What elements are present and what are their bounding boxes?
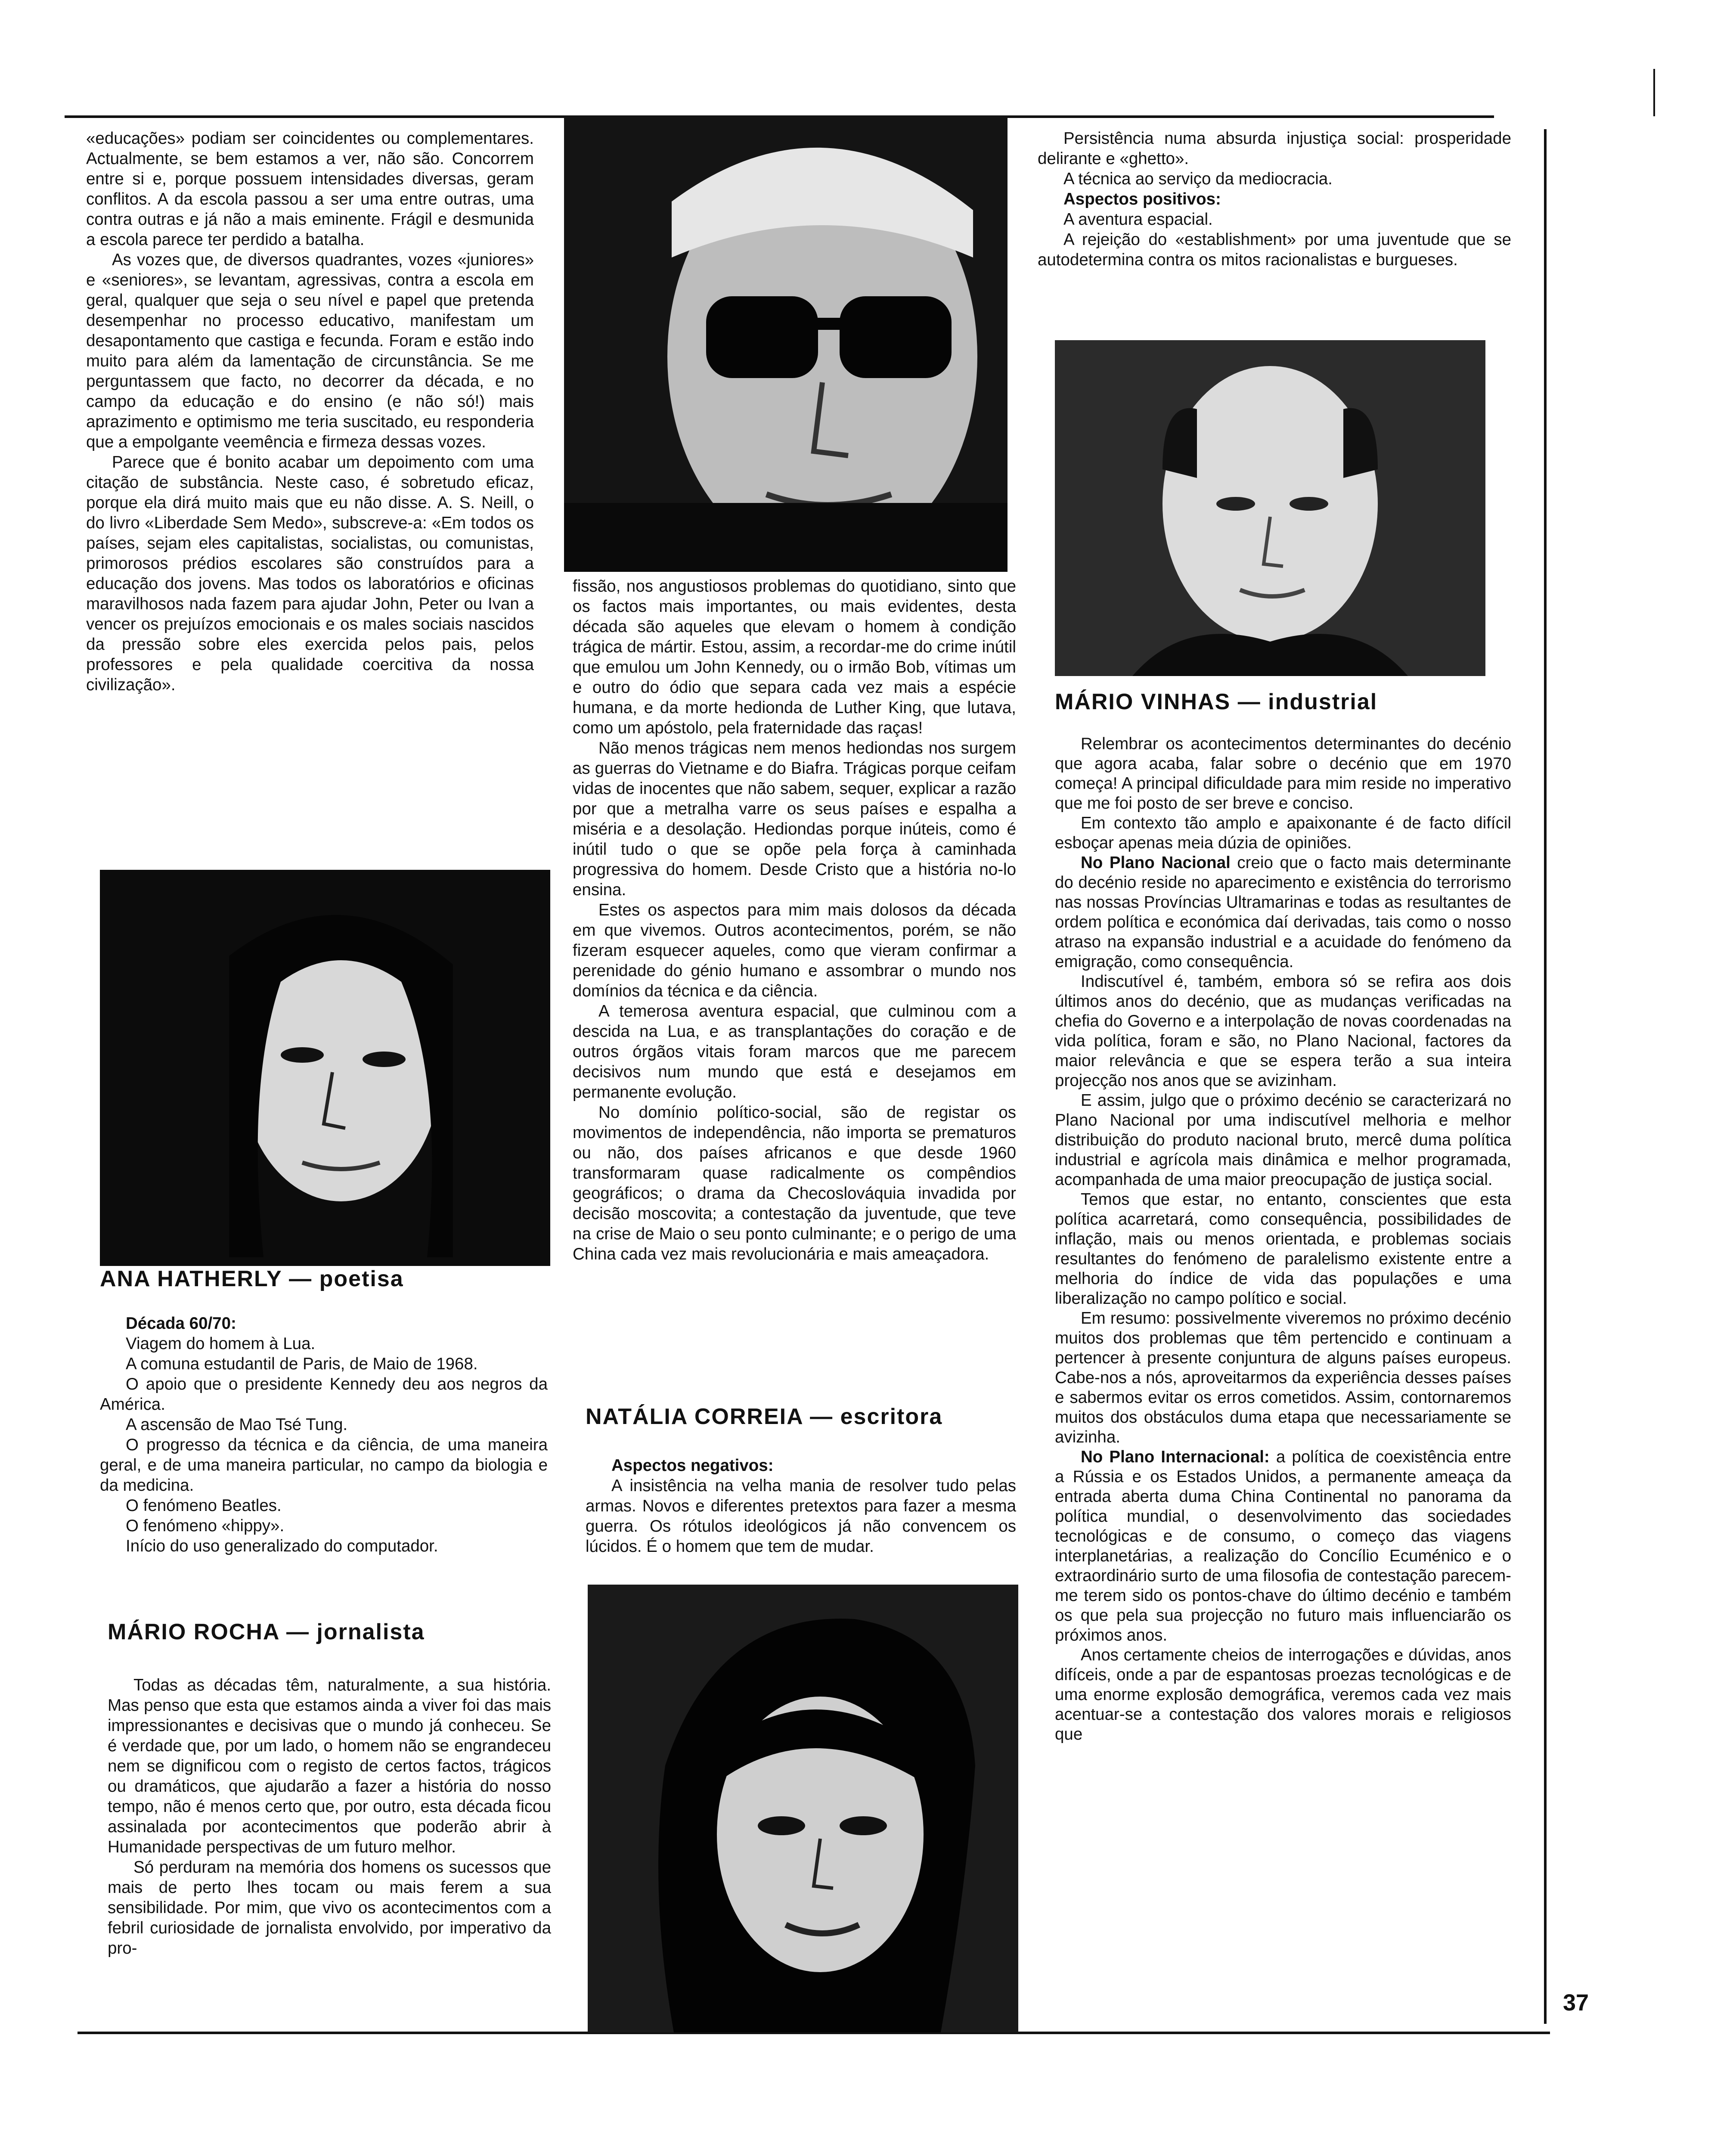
col2-paragraph: Estes os aspectos para mim mais dolosos da década em que vivemos. Outros acontecimentos, porém, se não fizeram esquecer aqueles, como que vieram confirmar a perenidade do génio humano e assombrar o mundo nos domínios da técnica e da ciência.: [573, 901, 1016, 1000]
natalia-line: Persistência numa absurda injustiça social: prosperidade delirante e «ghetto».: [1038, 129, 1511, 168]
vinhas-paragraph: [1055, 1447, 1511, 1645]
rocha-text: [108, 1675, 551, 1958]
vinhas-paragraph: Relembrar os acontecimentos determinantes do decénio que agora acaba, falar sobre o decénio que em 1970 começa! A principal dificuldade para mim reside no imperativo que me foi posto de ser breve e conciso.: [1055, 735, 1511, 813]
rocha-paragraph: Todas as décadas têm, naturalmente, a sua história. Mas penso que esta que estamos ainda a viver foi das mais impressionantes e decisivas que o mundo já conheceu. Se é verdade que, por um lado, o homem não se engrandeceu nem se dignificou com o registo de certos factos, trágicos ou dramáticos, que ajudarão a fazer a história do nosso tempo, não é menos certo que, por outro, esta década ficou assinalada por acontecimentos que poderão abrir à Humanidade perspectivas de um futuro melhor.: [108, 1676, 551, 1856]
ana-item: Início do uso generalizado do computador.: [126, 1537, 438, 1555]
vinhas-paragraph: Anos certamente cheios de interrogações e dúvidas, anos difíceis, onde a par de espantosas proezas tecnológicas e de uma enorme explosão demográfica, veremos cada vez mais acentuar-se a contestação dos valores morais e religiosos que: [1055, 1646, 1511, 1743]
photo-natalia-correia: [588, 1585, 1018, 2032]
natalia-role: escritora: [840, 1404, 943, 1429]
intro-paragraph: Parece que é bonito acabar um depoimento com uma citação de substância. Neste caso, é sobretudo eficaz, porque ela dirá muito mais que eu não disse. A. S. Neill, o do livro «Liberdade Sem Medo», subscreve-a: «Em todos os países, sejam eles capitalistas, socialistas, ou comunistas, primorosos prédios escolares são construídos para a educação dos jovens. Mas todos os laboratórios e oficinas maravilhosos nada fazem para ajudar John, Peter ou Ivan a vencer os prejuízos emocionais e os males sociais nascidos da pressão sobre eles exercida pelos pais, pelos professores e pela qualidade coercitiva da nossa civilização».: [86, 453, 534, 694]
vinhas-paragraph: Temos que estar, no entanto, conscientes que esta política acarretará, como consequência, possibilidades de inflação, mais ou menos orientada, e problemas sociais resultantes do fenómeno de paralelismo existente entre a melhoria do índice de vida das populações e uma liberalização no campo político e social.: [1055, 1190, 1511, 1308]
ana-name: ANA HATHERLY: [100, 1266, 282, 1291]
vinhas-paragraph: Indiscutível é, também, embora só se refira aos dois últimos anos do decénio, que as mudanças verificadas na chefia do Governo e a interpolação de novas coordenadas na vida política, foram e são, no Plano Nacional, factores da maior relevância e que se espera terão a sua inteira projecção nos anos que se avizinham.: [1055, 972, 1511, 1090]
vinhas-paragraph: Em resumo: possivelmente viveremos no próximo decénio muitos dos problemas que têm pertencido e continuam a pertencer à presente conjuntura de alguns países europeus. Cabe-nos a nós, aproveitarmos da experiência desses países e sabermos evitar os erros cometidos. Assim, contornaremos muitos dos obstáculos duma etapa que necessariamente se avizinha.: [1055, 1309, 1511, 1446]
col2-paragraph: A temerosa aventura espacial, que culminou com a descida na Lua, e as transplantações do coração e de outros órgãos vitais foram marcos que me parecem decisivos num mundo que está e desejamos em permanente evolução.: [573, 1002, 1016, 1101]
col2-paragraph: fissão, nos angustiosos problemas do quotidiano, sinto que os factos mais importantes, ou mais evidentes, desta década são aqueles que elevam o homem à condição trágica de mártir. Estou, assim, a recordar-me do crime inútil que emulou um John Kennedy, ou o irmão Bob, vítimas um e outro do ódio que separa cada vez mais a espécie humana, e da morte hedionda de Luther King, que lutava, como um apóstolo, pela fraternidade das raças!: [573, 577, 1016, 737]
vinhas-paragraph: Em contexto tão amplo e apaixonante é de facto difícil esboçar apenas meia dúzia de opiniões.: [1055, 814, 1511, 852]
natalia-neg-paragraph: A insistência na velha mania de resolver tudo pelas armas. Novos e diferentes pretextos para fazer a mesma guerra. Os rótulos ideológicos já não convencem os lúcidos. É o homem que tem de mudar.: [586, 1477, 1016, 1556]
rocha-paragraph: Só perduram na memória dos homens os sucessos que mais de perto lhes tocam ou mais ferem a sua sensibilidade. Por mim, que vivo os acontecimentos com a febril curiosidade de jornalista envolvido, por imperativo da pro-: [108, 1858, 551, 1958]
vinhas-paragraph: E assim, julgo que o próximo decénio se caracterizará no Plano Nacional por uma indiscutível melhoria e melhor distribuição do produto nacional bruto, mercê duma política industrial e agrícola mais dinâmica e melhor programada, acompanhada de uma maior preocupação de justiça social.: [1055, 1091, 1511, 1189]
portrait-woman-icon: [100, 870, 550, 1266]
rocha-heading: MÁRIO ROCHA — jornalista: [108, 1619, 425, 1644]
ana-item: O fenómeno Beatles.: [126, 1496, 282, 1515]
ana-heading: ANA HATHERLY — poetisa: [100, 1266, 404, 1291]
ana-item: O apoio que o presidente Kennedy deu aos negros da América.: [100, 1375, 548, 1414]
portrait-man-glasses-icon: [564, 115, 1008, 572]
col2-paragraph: Não menos trágicas nem menos hediondas nos surgem as guerras do Vietname e do Biafra. Trágicas porque ceifam vidas de inocentes que não sabem, sequer, explicar a razão por que a metralha varre os seus países e espalha a miséria e a desolação. Hediondas porque inúteis, como é inútil tudo o que se opõe pela força à caminhada progressiva do homem. Desde Cristo que a história no-lo ensina.: [573, 739, 1016, 899]
natalia-col3-text: [1038, 128, 1511, 270]
ana-item: O fenómeno «hippy».: [126, 1517, 285, 1535]
col2-paragraph: No domínio político-social, são de registar os movimentos de independência, não importa se prematuros ou não, dos países africanos e que desde 1960 transformaram quase radicalmente os compêndios geográficos; o drama da Checoslováquia invadida por decisão moscovita; a contestação da juventude, que teve na crise de Maio o seu ponto culminante; e o perigo de uma China cada vez mais revolucionária e mais ameaçadora.: [573, 1103, 1016, 1263]
vinhas-name: MÁRIO VINHAS: [1055, 689, 1231, 714]
photo-mario-rocha: [564, 115, 1008, 572]
vinhas-nacional-text: creio que o facto mais determinante do decénio reside no aparecimento e existência do terrorismo nas nossas Províncias Ultramarinas e todas as resultantes de ordem política e económica daí derivadas, tais como o nosso atraso na expansão industrial e a acuidade do fenómeno da emigração, como consequência.: [1055, 853, 1511, 971]
vinhas-role: industrial: [1268, 689, 1378, 714]
natalia-name: NATÁLIA CORREIA: [586, 1404, 803, 1429]
natalia-heading: NATÁLIA CORREIA — escritora: [586, 1404, 943, 1429]
page-number: 37: [1563, 1990, 1589, 2016]
column-2-text: [573, 576, 1016, 1264]
crop-mark: [1653, 69, 1655, 116]
rocha-role: jornalista: [316, 1619, 425, 1644]
ana-item: Viagem do homem à Lua.: [126, 1334, 316, 1353]
portrait-man-bald-icon: [1055, 340, 1485, 676]
vinhas-heading: MÁRIO VINHAS — industrial: [1055, 689, 1378, 714]
ana-item: A comuna estudantil de Paris, de Maio de 1968.: [126, 1355, 478, 1373]
intro-paragraph: «educações» podiam ser coincidentes ou complementares. Actualmente, se bem estamos a ver, não são. Concorrem entre si e, porque possuem intensidades diversas, geram conflitos. A da escola passou a ser uma entre outras, uma contra outras e já não a mais eminente. Frágil e desmunida a escola parece ter perdido a batalha.: [86, 129, 534, 249]
vinhas-internacional-text: a política de coexistência entre a Rússia e os Estados Unidos, a permanente ameaça da entrada aberta duma China Continental no panorama da política mundial, o desenvolvimento das sociedades tecnológicas e de consumo, o começo das viagens interplanetárias, a realização do Concílio Ecuménico e o extraordinário surto de uma filosofia de contestação parecem-me terem sido os pontos-chave do último decénio e também os que pela sua projecção no futuro mais influenciarão os próximos anos.: [1055, 1448, 1512, 1644]
natalia-line: A técnica ao serviço da mediocracia.: [1063, 170, 1333, 188]
vinhas-internacional-label: No Plano Internacional:: [1081, 1448, 1270, 1466]
intro-paragraph: As vozes que, de diversos quadrantes, vozes «juniores» e «seniores», se levantam, agressivas, contra a escola em geral, qualquer que seja o seu nível e papel que pretenda desempenhar no processo educativo, manifestam um desapontamento que castiga e fecunda. Foram e estão indo muito para além da lamentação de circunstância. Se me perguntassem que facto, no decorrer da década, e no campo da educação e do ensino (e não só!) mais aprazimento e optimismo me teria suscitado, eu responderia que a empolgante veemência e firmeza dessas vozes.: [86, 251, 534, 451]
ana-item: A ascensão de Mao Tsé Tung.: [126, 1415, 348, 1434]
ana-item: O progresso da técnica e da ciência, de uma maneira geral, e de uma maneira particular, no campo da biologia e da medicina.: [100, 1436, 548, 1495]
photo-mario-vinhas: [1055, 340, 1485, 676]
ana-role: poetisa: [319, 1266, 404, 1291]
column-1-intro: [86, 128, 534, 695]
right-frame-line: [1544, 129, 1547, 2024]
rocha-name: MÁRIO ROCHA: [108, 1619, 279, 1644]
natalia-pos-line: A aventura espacial.: [1063, 210, 1213, 229]
natalia-pos-line: A rejeição do «establishment» por uma juventude que se autodetermina contra os mitos racionalistas e burgueses.: [1038, 230, 1511, 269]
vinhas-text: [1055, 734, 1511, 1744]
natalia-neg-label: Aspectos negativos:: [611, 1456, 774, 1475]
ana-text: [100, 1313, 548, 1556]
photo-ana-hatherly: [100, 870, 550, 1266]
natalia-neg-text: [586, 1455, 1016, 1557]
portrait-woman-dark-hair-icon: [588, 1585, 1018, 2032]
vinhas-paragraph: [1055, 853, 1511, 972]
ana-decade-label: Década 60/70:: [126, 1314, 236, 1333]
vinhas-nacional-label: No Plano Nacional: [1081, 853, 1231, 872]
natalia-pos-label: Aspectos positivos:: [1063, 190, 1221, 208]
